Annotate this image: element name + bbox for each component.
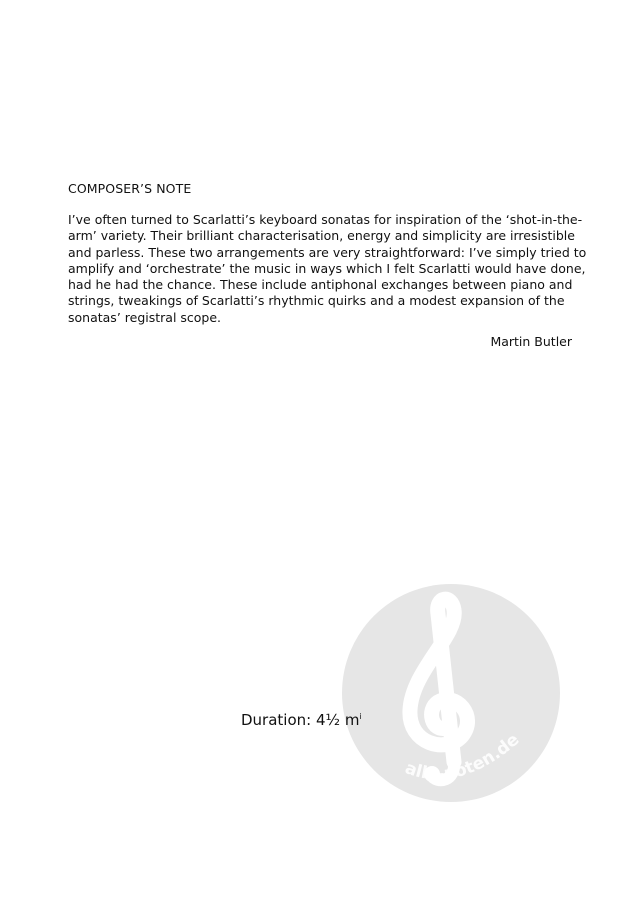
note-line: sonatas’ registral scope. — [68, 309, 222, 325]
note-line: strings, tweakings of Scarlatti’s rhythmic quirks and a modest expansion of the — [68, 293, 565, 309]
duration-text: Duration: 4½ m — [241, 711, 360, 729]
note-line: I’ve often turned to Scarlatti’s keyboard sonatas for inspiration of the ‘shot-in-the- — [68, 212, 583, 227]
composers-note-body — [68, 212, 588, 326]
author-signature: Martin Butler — [490, 334, 572, 349]
watermark-text: alle-noten.de — [402, 729, 524, 785]
note-line: amplify and ‘orchestrate’ the music in ways which I felt Scarlatti would have done, — [68, 260, 586, 276]
duration-label — [241, 711, 362, 729]
note-line: arm’ variety. Their brilliant characterisation, energy and simplicity are irresistible — [68, 228, 575, 244]
note-line: had he had the chance. These include antiphonal exchanges between piano and — [68, 277, 573, 293]
watermark-logo — [342, 584, 560, 802]
watermark-svg — [342, 584, 560, 802]
composers-note-heading: COMPOSER’S NOTE — [68, 181, 192, 196]
note-line: and parless. These two arrangements are very straightforward: I’ve simply tried to — [68, 244, 587, 260]
duration-tail: i — [359, 712, 362, 721]
